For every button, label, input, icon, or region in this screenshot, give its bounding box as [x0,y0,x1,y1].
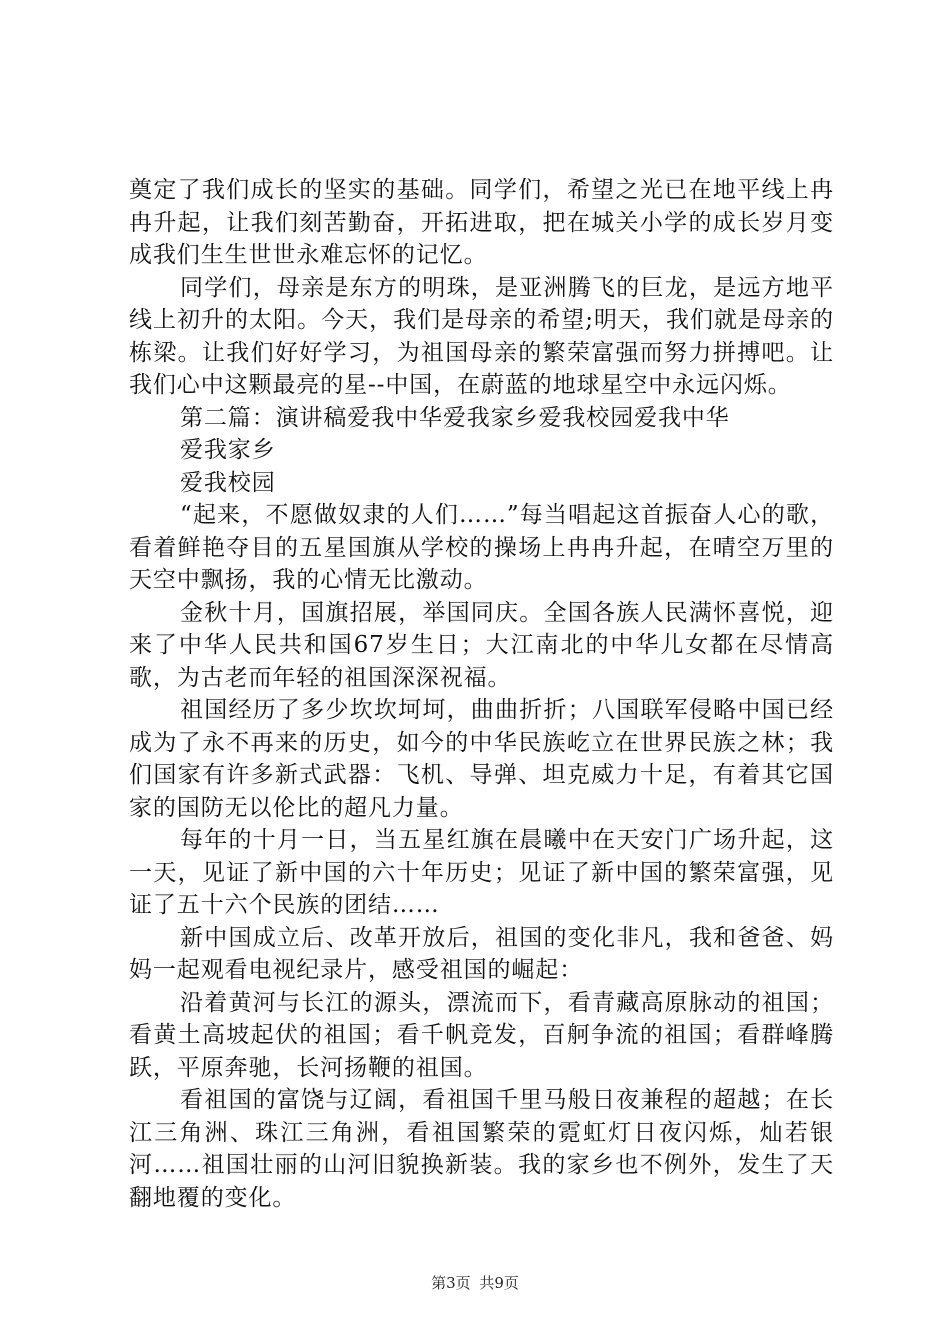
paragraph: 沿着黄河与长江的源头，漂流而下，看青藏高原脉动的祖国；看黄土高坡起伏的祖国；看千帆竞发，百舸争流的祖国；看群峰腾跃，平原奔驰，长河扬鞭的祖国。 [129,989,834,1081]
paragraph: 祖国经历了多少坎坎坷坷，曲曲折折；八国联军侵略中国已经成为了永不再来的历史，如今的中华民族屹立在世界民族之林；我们国家有许多新式武器：飞机、导弹、坦克威力十足，有着其它国家的国防无以伦比的超凡力量。 [129,697,834,821]
paragraph: “起来，不愿做奴隶的人们……”每当唱起这首振奋人心的歌，看着鲜艳夺目的五星国旗从学校的操场上冉冉升起，在晴空万里的天空中飘扬，我的心情无比激动。 [129,502,834,593]
paragraph-continued: 奠定了我们成长的坚实的基础。同学们，希望之光已在地平线上冉冉升起，让我们刻苦勤奋，开拓进取，把在城关小学的成长岁月变成我们生生世世永难忘怀的记忆。 [129,177,834,268]
paragraph: 金秋十月，国旗招展，举国同庆。全国各族人民满怀喜悦，迎来了中华人民共和国67岁生日；大江南北的中华儿女都在尽情高歌，为古老而年轻的祖国深深祝福。 [129,599,834,691]
page-total: 共9页 [479,1274,519,1292]
page-number: 第3页 [431,1274,471,1292]
section-heading: 第二篇：演讲稿爱我中华爱我家乡爱我校园爱我中华 [180,404,730,431]
section-subheading: 爱我校园 [180,469,276,496]
paragraph: 新中国成立后、改革开放后，祖国的变化非凡，我和爸爸、妈妈一起观看电视纪录片，感受祖国的崛起： [129,924,834,983]
paragraph: 看祖国的富饶与辽阔，看祖国千里马般日夜兼程的超越；在长江三角洲、珠江三角洲，看祖国繁荣的霓虹灯日夜闪烁，灿若银河……祖国壮丽的山河旧貌换新装。我的家乡也不例外，发生了天翻地覆的变化。 [129,1087,834,1211]
page-footer [0,1273,950,1293]
paragraph: 每年的十月一日，当五星红旗在晨曦中在天安门广场升起，这一天，见证了新中国的六十年历史；见证了新中国的繁荣富强，见证了五十六个民族的团结…… [129,827,834,918]
paragraph: 同学们，母亲是东方的明珠，是亚洲腾飞的巨龙，是远方地平线上初升的太阳。今天，我们是母亲的希望;明天，我们就是母亲的栋梁。让我们好好学习，为祖国母亲的繁荣富强而努力拼搏吧。让我们心中这颗最亮的星--中国，在蔚蓝的地球星空中永远闪烁。 [129,274,834,398]
section-subheading: 爱我家乡 [180,437,276,463]
document-body [129,174,834,1214]
